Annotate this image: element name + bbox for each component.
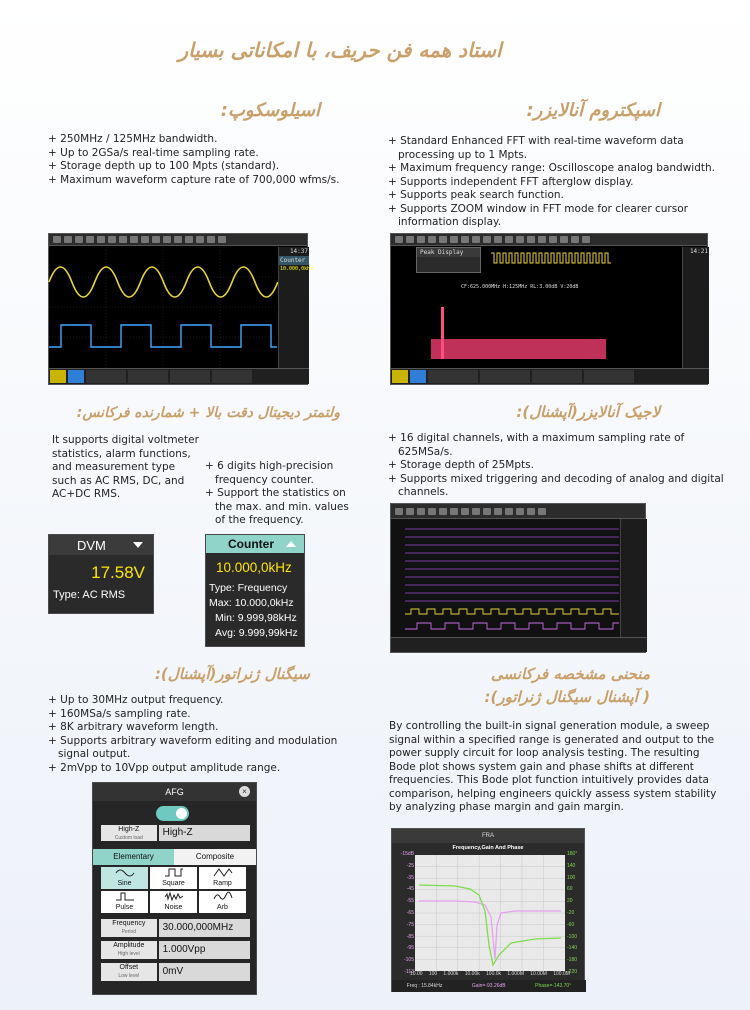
x-tick: 10.00k <box>464 971 480 977</box>
counter-row-type: Type: Frequency <box>209 582 288 594</box>
y-right-tick: 140 <box>567 862 576 869</box>
noise-icon <box>163 891 185 902</box>
logic-display <box>391 519 619 639</box>
list-item: + Supports ZOOM window in FFT mode for clearer cursor information display. <box>388 203 738 230</box>
close-icon[interactable]: × <box>239 786 250 797</box>
amplitude-input[interactable]: 1.000Vpp <box>159 941 250 959</box>
list-item: + 2mVpp to 10Vpp output amplitude range. <box>48 762 338 776</box>
fra-plot-title: Frequency,Gain And Phase <box>452 845 524 851</box>
counter-row-max: Max: 10.000,0kHz <box>209 597 294 609</box>
list-item: + Supports independent FFT afterglow display. <box>388 176 738 190</box>
y-right-tick: -140 <box>567 945 578 952</box>
fft-spectrum <box>431 339 606 359</box>
digital-trace <box>491 253 611 263</box>
y-axis-right <box>567 851 585 975</box>
pulse-icon <box>114 891 136 902</box>
y-axis-left <box>394 851 414 975</box>
oscilloscope-screenshot <box>48 233 314 385</box>
frequency-label-box: Frequency Period <box>101 919 157 937</box>
highz-sublabel: Custom load <box>114 835 143 841</box>
status-bar <box>391 368 709 384</box>
time-label: 14:37 <box>289 248 308 255</box>
fra-description: By controlling the built-in signal generation module, a sweep signal within a specified range is generated and output to the power supply circuit for loop analysis testing. The resulting Bode plot shows system gain and phase shifts at different frequencies. This Bode plot function intuitively provides data comparison, helping engineers quickly assess system stability by analyzing phase margin and gain margin. <box>389 720 717 813</box>
y-left-tick: -25 <box>406 862 414 869</box>
counter-panel <box>205 534 305 647</box>
list-item: + Standard Enhanced FFT with real-time waveform data processing up to 1 Mpts. <box>388 135 738 162</box>
y-left-tick: -35 <box>406 874 414 881</box>
dvm-title: ولتمتر دیجیتال دقت بالا + شمارنده فرکانس: <box>76 405 340 421</box>
status-bar <box>391 637 647 652</box>
y-right-tick: -60 <box>567 921 575 928</box>
phase-curve <box>419 885 561 965</box>
list-item: + Storage depth up to 100 Mpts (standard). <box>48 160 358 174</box>
wave-noise-button[interactable]: Noise <box>150 891 197 913</box>
y-right-tick: 60 <box>567 886 573 893</box>
channel-purple <box>405 623 619 629</box>
gain-readout: Gain=-93.26dB <box>471 983 506 989</box>
square-icon <box>163 867 185 878</box>
offset-input[interactable]: 0mV <box>159 963 250 981</box>
y-right-tick: 180° <box>567 851 578 857</box>
fft-feature-list <box>388 135 738 230</box>
y-right-tick: 100 <box>567 874 576 881</box>
dvm-panel-title: DVM <box>77 537 106 553</box>
dvm-value: 17.58V <box>91 563 145 582</box>
frequency-input[interactable]: 30.000,000MHz <box>159 919 250 937</box>
fra-title-line1: منحنی مشخصه فرکانسی <box>490 665 650 683</box>
wave-pulse-button[interactable]: Pulse <box>101 891 148 913</box>
x-axis <box>410 971 570 977</box>
fft-display <box>391 247 681 369</box>
dvm-panel <box>48 534 154 614</box>
y-right-tick: -20 <box>567 909 575 916</box>
counter-side-panel <box>278 247 314 369</box>
main-title: استاد همه فن حریف، با امکاناتی بسیار <box>178 38 502 62</box>
x-tick: 100.0k <box>486 971 502 977</box>
triangle-up-icon <box>286 541 296 547</box>
waveform-grid <box>93 865 256 915</box>
counter-header[interactable] <box>206 535 304 553</box>
list-item: + 8K arbitrary waveform length. <box>48 721 338 735</box>
peak-display-label: Peak Display <box>417 248 480 257</box>
list-item: + Maximum waveform capture rate of 700,000 wfms/s. <box>48 174 358 188</box>
fft-peak <box>441 307 444 359</box>
highz-label: High-Z <box>118 826 140 833</box>
sine-icon <box>114 867 136 878</box>
wave-sine-button[interactable]: Sine <box>101 867 148 889</box>
y-left-tick: -65 <box>406 909 414 916</box>
arb-icon <box>212 891 234 902</box>
ramp-icon <box>212 867 234 878</box>
y-right-tick: -180 <box>567 957 578 964</box>
list-item: + Maximum frequency range: Oscilloscope analog bandwidth. <box>388 162 738 176</box>
toolbar <box>49 234 307 246</box>
output-toggle[interactable] <box>156 806 189 821</box>
afg-panel-title: AFG <box>165 787 184 797</box>
y-left-tick: -105 <box>403 957 414 964</box>
triangle-down-icon <box>133 542 143 548</box>
list-item: + 16 digital channels, with a maximum sampling rate of 625MSa/s. <box>388 432 738 459</box>
y-left-tick: -85 <box>406 933 414 940</box>
x-tick: 1.000k <box>443 971 459 977</box>
tab-elementary[interactable]: Elementary <box>93 849 174 865</box>
side-panel <box>682 247 709 369</box>
dvm-type: Type: AC RMS <box>53 589 126 601</box>
fra-title-line2: ( آپشنال سیگنال ژنراتور): <box>484 688 650 706</box>
dvm-description: It supports digital voltmeter statistics, alarm functions, and measurement type such as AC RMS, DC, and AC+DC RMS. <box>52 434 199 500</box>
list-item: + Supports mixed triggering and decoding of analog and digital channels. <box>388 473 738 500</box>
afg-panel <box>92 782 257 995</box>
y-left-tick: -75 <box>406 921 414 928</box>
counter-value: 10.000,0kHz <box>280 266 314 272</box>
list-item: + 6 digits high-precision frequency counter. <box>205 460 357 487</box>
toolbar <box>391 504 645 519</box>
fft-screenshot <box>390 233 708 385</box>
highz-label-box <box>101 825 157 841</box>
counter-label: Counter <box>279 256 309 265</box>
counter-row-min: Min: 9.999,98kHz <box>215 612 297 624</box>
channel-yellow <box>405 609 619 614</box>
y-right-tick: -100 <box>567 933 578 940</box>
offset-label-box: Offset Low level <box>101 963 157 981</box>
x-tick: 100 <box>428 971 438 977</box>
afg-title: سیگنال ژنراتور(آپشنال): <box>154 665 310 683</box>
list-item: + Support the statistics on the max. and min. values of the frequency. <box>205 487 357 528</box>
counter-row-avg: Avg: 9.999,99kHz <box>215 627 298 639</box>
amplitude-label-box: Amplitude High level <box>101 941 157 959</box>
y-right-tick: 20 <box>567 898 573 905</box>
phase-readout: Phase=-143.70° <box>535 983 572 989</box>
list-item: + Storage depth of 25Mpts. <box>388 459 738 473</box>
x-tick: 10.00 <box>410 971 423 977</box>
counter-feature-list <box>205 460 357 528</box>
logic-title: لاجیک آنالایزر(آپشنال): <box>516 403 660 421</box>
fra-panel <box>391 828 585 992</box>
osc-title: اسیلوسکوپ: <box>220 100 320 121</box>
counter-panel-title: Counter <box>228 537 274 551</box>
fra-panel-title: FRA <box>392 829 584 843</box>
time-label: 14:21 <box>689 248 708 255</box>
fft-title: اسپکتروم آنالایزر: <box>526 100 660 121</box>
dvm-header[interactable] <box>49 535 153 555</box>
list-item: + 250MHz / 125MHz bandwidth. <box>48 133 358 147</box>
toolbar <box>391 234 707 246</box>
list-item: + Supports arbitrary waveform editing and modulation signal output. <box>48 735 338 762</box>
counter-value: 10.000,0kHz <box>216 560 292 575</box>
fra-readout-bar <box>392 980 586 992</box>
list-item: + Up to 30MHz output frequency. <box>48 694 338 708</box>
wave-square-button[interactable]: Square <box>150 867 197 889</box>
afg-header <box>93 783 256 801</box>
sine-wave <box>49 267 278 297</box>
y-left-tick: -45 <box>406 886 414 893</box>
osc-feature-list <box>48 133 358 187</box>
y-left-tick: -55 <box>406 898 414 905</box>
highz-select[interactable]: High-Z <box>159 825 250 841</box>
afg-feature-list <box>48 694 338 775</box>
logic-feature-list <box>388 432 738 500</box>
y-left-tick: -15dB <box>400 851 414 857</box>
wave-arb-button[interactable]: Arb <box>199 891 246 913</box>
status-bar <box>49 368 309 384</box>
list-item: + 160MSa/s sampling rate. <box>48 708 338 722</box>
list-item: + Up to 2GSa/s real-time sampling rate. <box>48 147 358 161</box>
y-right-tick: -220 <box>567 968 578 975</box>
waveform-display <box>49 247 277 369</box>
x-tick: 1.000M <box>507 971 524 977</box>
wave-ramp-button[interactable]: Ramp <box>199 867 246 889</box>
freq-readout: Freq : 15.84kHz <box>406 983 443 989</box>
y-left-tick: -113 <box>404 968 414 975</box>
side-panel <box>620 519 647 639</box>
tab-composite[interactable]: Composite <box>174 849 256 865</box>
list-item: + Supports peak search function. <box>388 189 738 203</box>
bode-plot <box>415 855 565 971</box>
x-tick: 10.00M <box>530 971 547 977</box>
x-tick: 100.0M <box>553 971 570 977</box>
logic-analyzer-screenshot <box>390 503 646 653</box>
peak-info: CF:625.000MHz H:125MHz RL:3.00dB V:20dB <box>461 284 579 290</box>
y-left-tick: -95 <box>406 945 414 952</box>
